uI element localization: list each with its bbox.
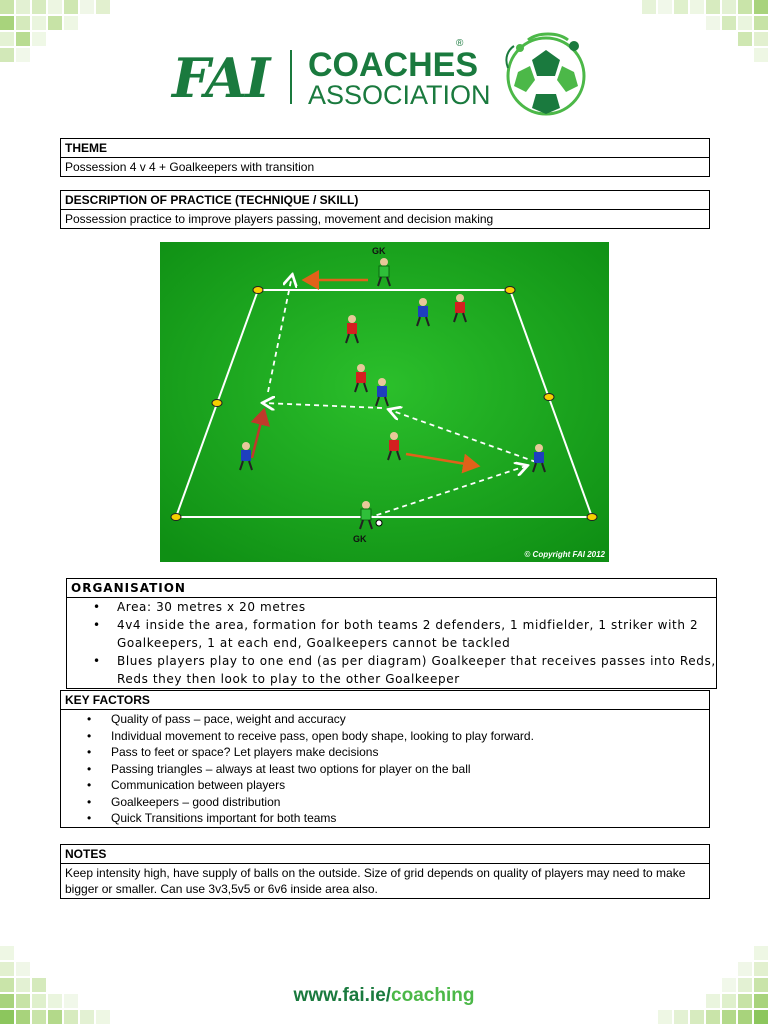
logo-association-text: ASSOCIATION [308,80,491,110]
bottom-right-decoration [628,934,768,1024]
footer-url-path: coaching [391,985,475,1006]
gk-bottom-label: GK [353,534,367,544]
key-factors-list [61,710,709,827]
gk-top-label: GK [372,246,386,256]
description-text: Possession practice to improve players passing, movement and decision making [65,212,494,226]
football-emblem-icon [498,28,594,120]
notes-section [60,844,710,899]
key-factor-item: • Individual movement to receive pass, open body shape, looking to play forward. [111,728,709,745]
key-factors-heading: KEY FACTORS [61,691,709,710]
bottom-left-decoration [0,934,140,1024]
footer-website-link[interactable] [0,985,768,1007]
key-factor-item: • Quick Transitions important for both teams [111,810,709,827]
notes-text: Keep intensity high, have supply of balls on the outside. Size of grid depends on quality of players may need to make bigger or smaller. Can use 3v3,5v5 or 6v6 inside area also. [65,866,686,896]
key-factor-item: • Quality of pass – pace, weight and accuracy [111,711,709,728]
key-factor-item: • Pass to feet or space? Let players make decisions [111,744,709,761]
copyright-text: © Copyright FAI 2012 [524,550,605,559]
fai-logo-text: FAI [172,46,269,110]
key-factor-item: • Goalkeepers – good distribution [111,794,709,811]
registered-mark: ® [456,38,464,49]
key-factors-section [60,690,710,828]
description-heading: DESCRIPTION OF PRACTICE (TECHNIQUE / SKILL) [61,191,709,210]
description-section [60,190,710,229]
logo-coaches-text: COACHES [308,46,479,84]
notes-heading: NOTES [61,845,709,864]
organisation-item: • Blues players play to one end (as per diagram) Goalkeeper that receives passes into Reds, Reds they then look to play to the other Goalkeeper [117,652,716,688]
fai-coaches-association-logo [172,28,612,124]
top-right-decoration [618,0,768,70]
footer-url-domain: www.fai.ie/ [293,985,392,1006]
organisation-item: • 4v4 inside the area, formation for both teams 2 defenders, 1 midfielder, 1 striker with 2 Goalkeepers, 1 at each end, Goalkeepers cannot be tackled [117,616,716,652]
practice-diagram [160,242,609,562]
theme-section [60,138,710,177]
organisation-item: • Area: 30 metres x 20 metres [117,598,716,616]
organisation-section [66,578,717,689]
logo-divider [290,50,292,104]
key-factor-item: • Communication between players [111,777,709,794]
theme-heading: THEME [61,139,709,158]
organisation-list [67,598,716,688]
top-left-decoration [0,0,130,70]
theme-text: Possession 4 v 4 + Goalkeepers with transition [65,160,315,174]
organisation-heading: ORGANISATION [67,579,716,598]
key-factor-item: • Passing triangles – always at least two options for player on the ball [111,761,709,778]
